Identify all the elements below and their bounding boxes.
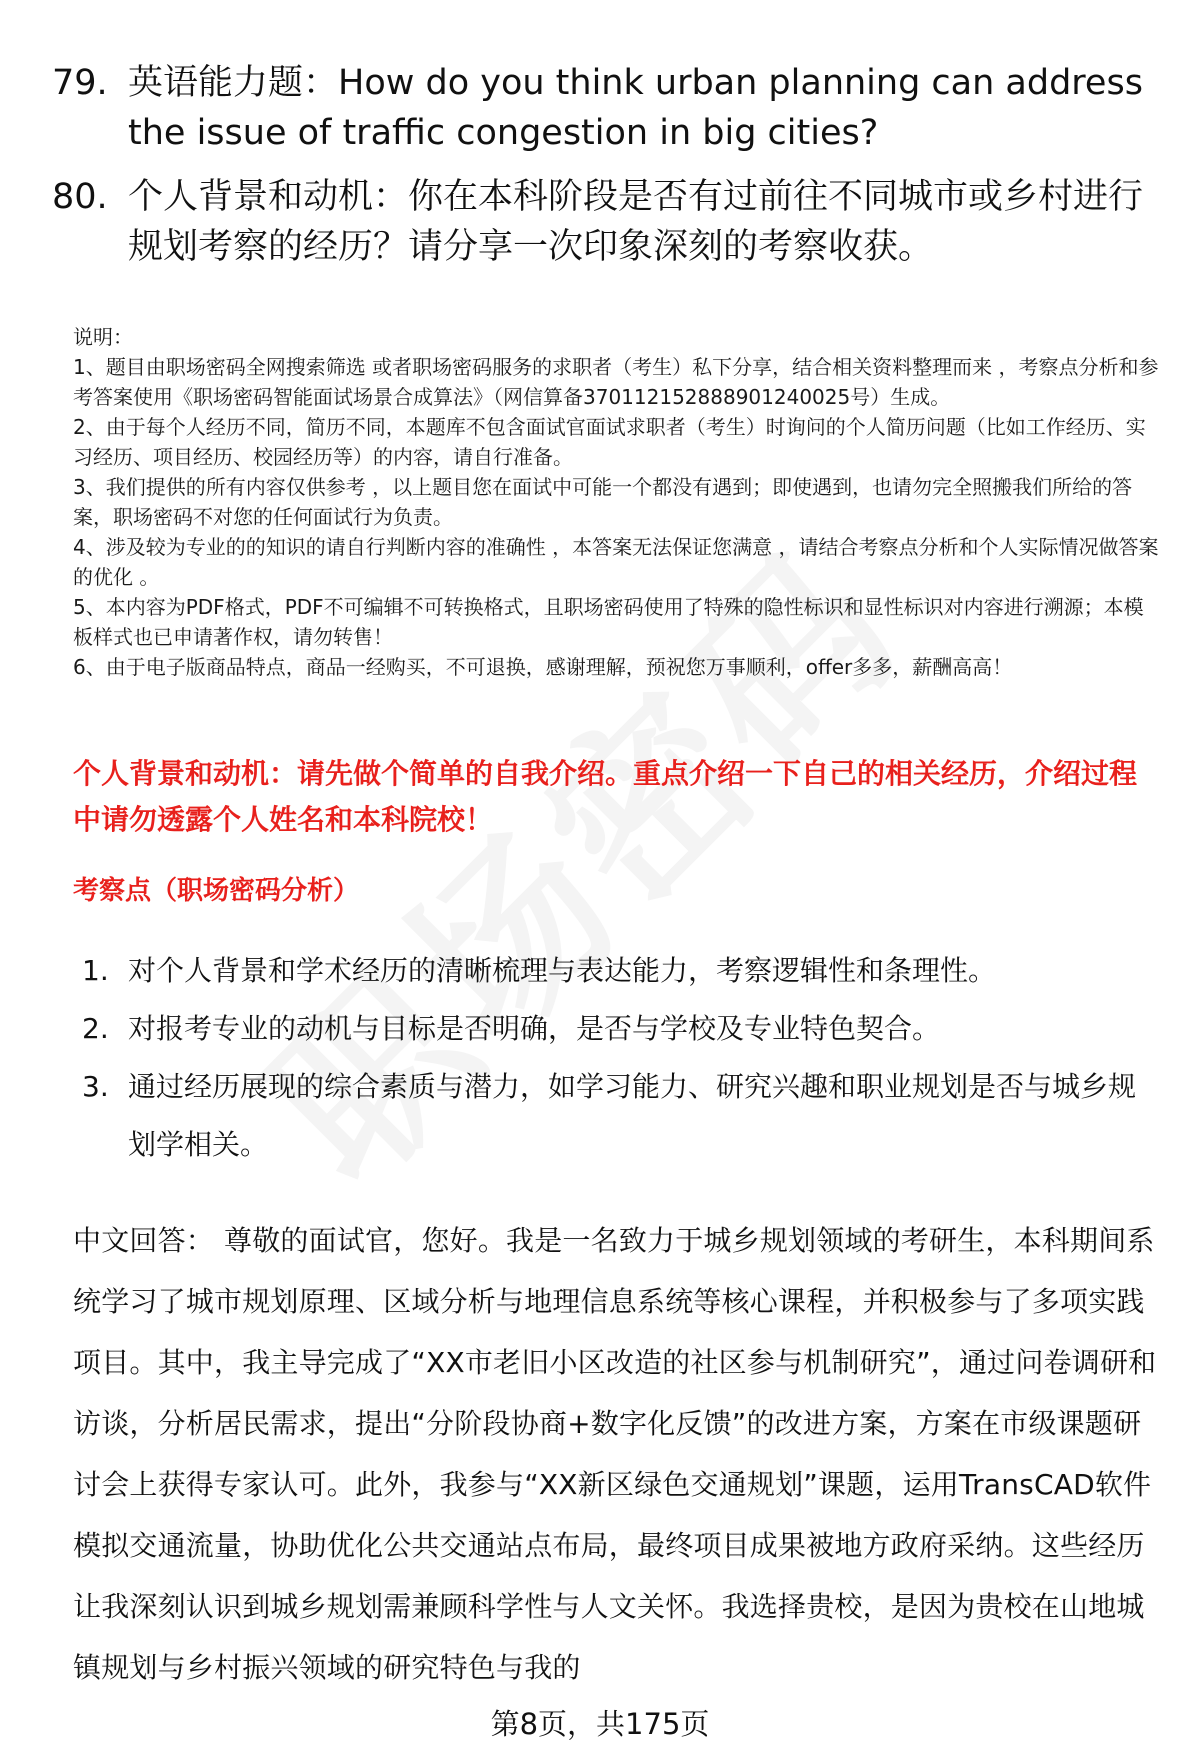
point-text: 通过经历展现的综合素质与潜力，如学习能力、研究兴趣和职业规划是否与城乡规划学相关。: [128, 1070, 1137, 1161]
point-text: 对报考专业的动机与目标是否明确，是否与学校及专业特色契合。: [128, 1012, 941, 1045]
point-text: 对个人背景和学术经历的清晰梳理与表达能力，考察逻辑性和条理性。: [128, 954, 997, 987]
note-item: 2、由于每个人经历不同，简历不同，本题库不包含面试官面试求职者（考生）时询问的个人简历问题（比如工作经历、实习经历、项目经历、校园经历等）的内容，请自行准备。: [73, 415, 1146, 469]
question-text: 个人背景和动机：你在本科阶段是否有过前往不同城市或乡村进行规划考察的经历？请分享一次印象深刻的考察收获。: [128, 177, 1144, 267]
question-80: [52, 172, 1152, 272]
note-item: 4、涉及较为专业的的知识的请自行判断内容的准确性 ，本答案无法保证您满意 ，请结合考察点分析和个人实际情况做答案的优化 。: [73, 535, 1159, 589]
page-number: 第8页，共175页: [490, 1707, 710, 1741]
point-number: 1.: [82, 954, 109, 987]
analysis-points-list: [82, 942, 1162, 1174]
note-item: 6、由于电子版商品特点，商品一经购买，不可退换，感谢理解，预祝您万事顺利，offer多多，薪酬高高！: [73, 655, 1013, 679]
notes-block: [73, 322, 1163, 682]
question-number: 79.: [52, 63, 108, 103]
analysis-heading: 考察点（职场密码分析）: [73, 876, 360, 906]
note-item: 1、题目由职场密码全网搜索筛选 或者职场密码服务的求职者（考生）私下分享，结合相关资料整理而来 ，考察点分析和参考答案使用《职场密码智能面试场景合成算法》（网信算备370112152888901240025号）生成。: [73, 355, 1159, 409]
answer-label: 中文回答：: [73, 1224, 215, 1257]
point-number: 2.: [82, 1012, 109, 1045]
question-number: 80.: [52, 177, 108, 217]
note-item: 3、我们提供的所有内容仅供参考 ，以上题目您在面试中可能一个都没有遇到；即使遇到，也请勿完全照搬我们所给的答案，职场密码不对您的任何面试行为负责。: [73, 475, 1133, 529]
list-item: [82, 1058, 1162, 1174]
answer-text: 尊敬的面试官，您好。我是一名致力于城乡规划领域的考研生，本科期间系统学习了城市规划原理、区域分析与地理信息系统等核心课程，并积极参与了多项实践项目。其中，我主导完成了“XX市老旧小区改造的社区参与机制研究”，通过问卷调研和访谈，分析居民需求，提出“分阶段协商+数字化反馈”的改进方案，方案在市级课题研讨会上获得专家认可。此外，我参与“XX新区绿色交通规划”课题，运用TransCAD软件模拟交通流量，协助优化公共交通站点布局，最终项目成果被地方政府采纳。这些经历让我深刻认识到城乡规划需兼顾科学性与人文关怀。我选择贵校，是因为贵校在山地城镇规划与乡村振兴领域的研究特色与我的: [73, 1224, 1157, 1684]
list-item: [82, 942, 1162, 1000]
notes-title: 说明：: [73, 325, 133, 349]
note-item: 5、本内容为PDF格式，PDF不可编辑不可转换格式，且职场密码使用了特殊的隐性标识和显性标识对内容进行溯源；本模板样式也已申请著作权，请勿转售！: [73, 595, 1144, 649]
question-79: [52, 58, 1152, 158]
list-item: [82, 1000, 1162, 1058]
question-text: 英语能力题：How do you think urban planning can address the issue of traffic congestion in big cities?: [128, 63, 1143, 153]
point-number: 3.: [82, 1070, 109, 1103]
section-question-title: 个人背景和动机：请先做个简单的自我介绍。重点介绍一下自己的相关经历，介绍过程中请勿透露个人姓名和本科院校！: [73, 757, 1138, 836]
answer-paragraph: [73, 1210, 1163, 1698]
